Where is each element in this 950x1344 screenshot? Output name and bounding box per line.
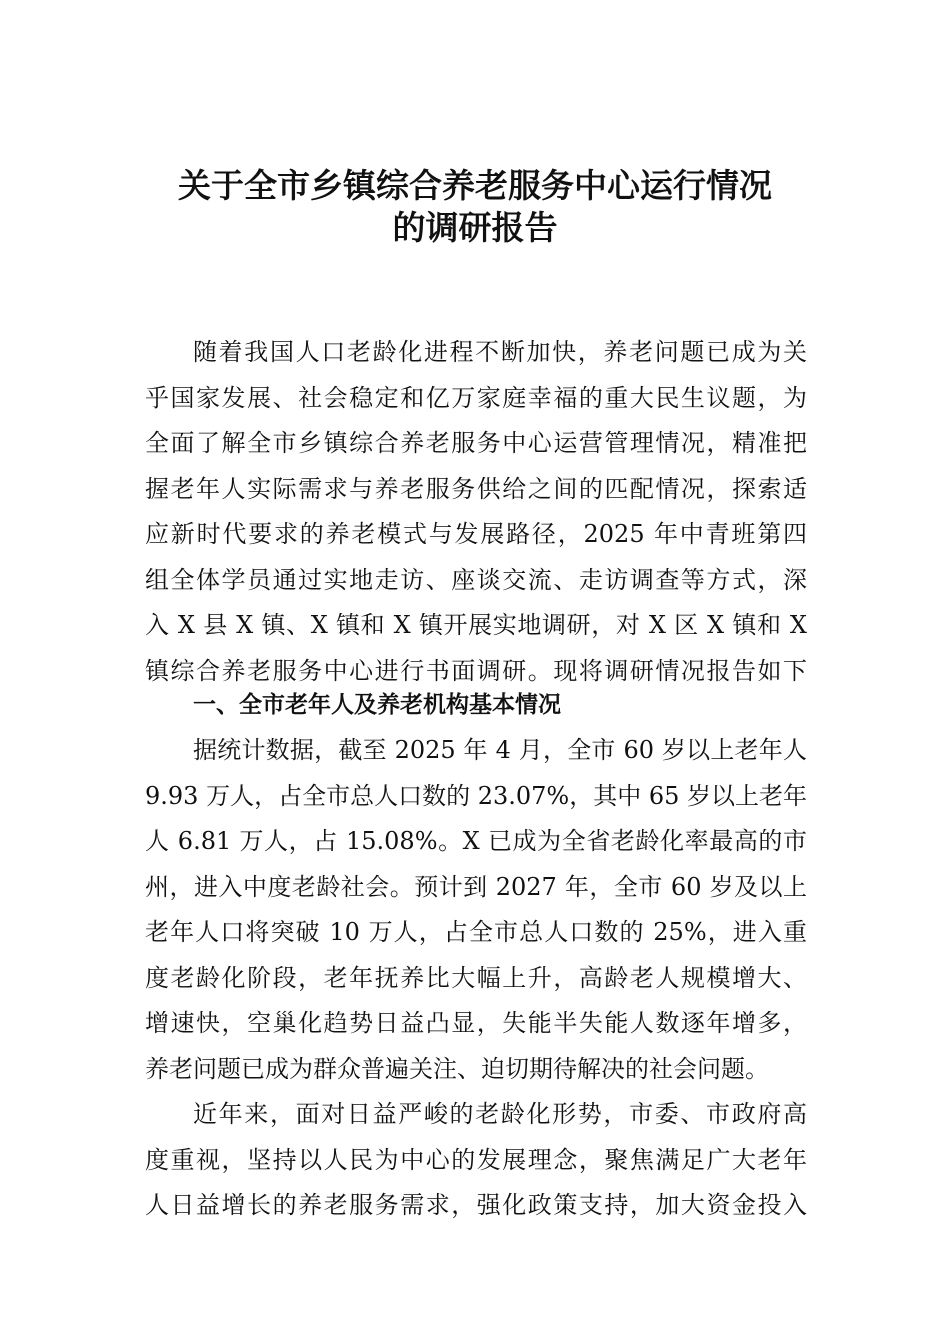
paragraph-line: 州，进入中度老龄社会。预计到 2027 年，全市 60 岁及以上: [145, 872, 807, 901]
paragraph-line: 入 X 县 X 镇、X 镇和 X 镇开展实地调研，对 X 区 X 镇和 X: [145, 611, 807, 639]
document-title-line-1: 关于全市乡镇综合养老服务中心运行情况: [178, 166, 772, 205]
paragraph-line: 镇综合养老服务中心进行书面调研。现将调研情况报告如下: [145, 656, 807, 685]
statistics-paragraph: [145, 728, 807, 1092]
paragraph-line: 随着我国人口老龄化进程不断加快，养老问题已成为关: [193, 338, 807, 366]
paragraph-line: 据统计数据，截至 2025 年 4 月，全市 60 岁以上老年人: [193, 736, 807, 764]
paragraph-line: 度老龄化阶段，老年抚养比大幅上升，高龄老人规模增大、: [145, 963, 807, 992]
paragraph-line: 人日益增长的养老服务需求，强化政策支持，加大资金投入: [145, 1191, 807, 1219]
paragraph-line: 全面了解全市乡镇综合养老服务中心运营管理情况，精准把: [145, 429, 807, 457]
paragraph-line: 乎国家发展、社会稳定和亿万家庭幸福的重大民生议题，为: [145, 383, 807, 412]
paragraph-line: 组全体学员通过实地走访、座谈交流、走访调查等方式，深: [145, 565, 807, 594]
paragraph-line: 度重视，坚持以人民为中心的发展理念，聚焦满足广大老年: [145, 1145, 807, 1174]
paragraph-line: 人 6.81 万人，占 15.08%。X 已成为全省老龄化率最高的市: [145, 827, 807, 855]
paragraph-line: 近年来，面对日益严峻的老龄化形势，市委、市政府高: [193, 1100, 807, 1128]
paragraph-line: 老年人口将突破 10 万人，占全市总人口数的 25%，进入重: [145, 918, 807, 946]
paragraph-line: 养老问题已成为群众普遍关注、迫切期待解决的社会问题。: [145, 1054, 769, 1083]
document-title-line-2: 的调研报告: [392, 208, 558, 247]
paragraph-line: 9.93 万人，占全市总人口数的 23.07%，其中 65 岁以上老年: [145, 781, 807, 810]
paragraph-line: 握老年人实际需求与养老服务供给之间的匹配情况，探索适: [145, 474, 807, 503]
paragraph-line: 应新时代要求的养老模式与发展路径，2025 年中青班第四: [145, 520, 807, 548]
intro-paragraph: [145, 330, 807, 694]
paragraph-line: 增速快，空巢化趋势日益凸显，失能半失能人数逐年增多，: [145, 1009, 807, 1037]
section-heading-1: 一、全市老年人及养老机构基本情况: [193, 692, 561, 718]
policy-paragraph: [145, 1092, 807, 1229]
